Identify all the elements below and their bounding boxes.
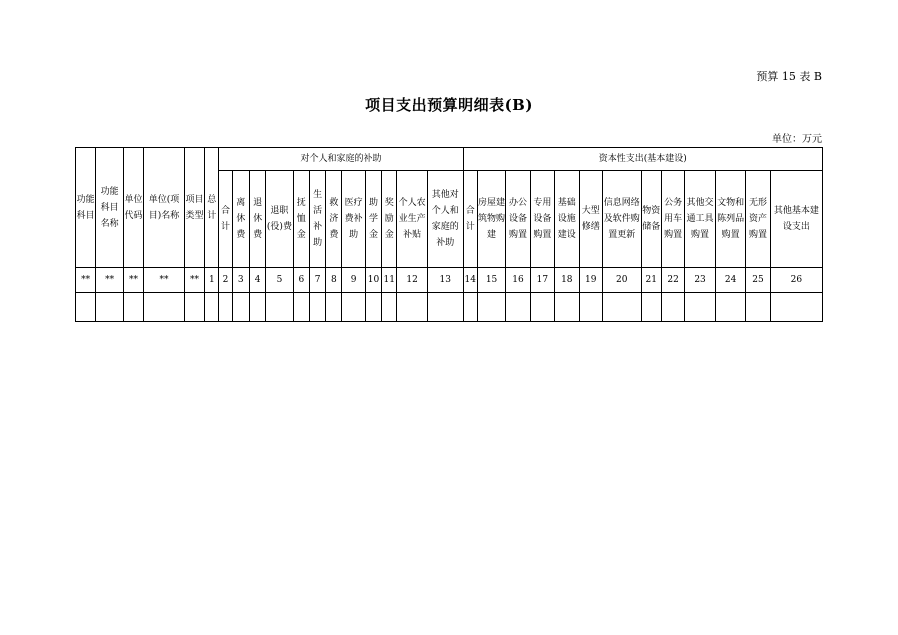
- number-cell: 6: [293, 268, 309, 293]
- empty-cell: [342, 293, 365, 322]
- group-header-capital-expenditure: 资本性支出(基本建设): [463, 148, 822, 171]
- empty-cell: [397, 293, 428, 322]
- header-g1-col: 助学金: [365, 171, 381, 268]
- unit-label: 单位：万元: [772, 134, 822, 145]
- empty-cell: [602, 293, 641, 322]
- number-cell: 24: [715, 268, 746, 293]
- number-cell: 20: [602, 268, 641, 293]
- number-cell: 13: [427, 268, 463, 293]
- empty-cell: [641, 293, 661, 322]
- header-g1-col: 退休费: [249, 171, 265, 268]
- header-func-subject: 功能科目: [76, 148, 96, 268]
- budget-table: [75, 147, 823, 322]
- header-g2-col: 无形资产购置: [746, 171, 770, 268]
- header-g2-col: 基础设施建设: [555, 171, 579, 268]
- empty-cell: [249, 293, 265, 322]
- number-cell: 11: [382, 268, 397, 293]
- number-cell: **: [184, 268, 204, 293]
- empty-cell: [293, 293, 309, 322]
- number-cell: 21: [641, 268, 661, 293]
- column-number-row: [76, 268, 823, 293]
- number-cell: 4: [249, 268, 265, 293]
- header-g2-col: 其他交通工具购置: [685, 171, 716, 268]
- header-g1-col: 救济费: [326, 171, 342, 268]
- header-unit-code: 单位代码: [123, 148, 143, 268]
- header-unit-project-name: 单位(项目)名称: [144, 148, 185, 268]
- empty-cell: [76, 293, 96, 322]
- header-g1-col: 合计: [219, 171, 232, 268]
- header-g2-col: 公务用车购置: [661, 171, 684, 268]
- empty-cell: [770, 293, 822, 322]
- empty-cell: [365, 293, 381, 322]
- group-header-row: [76, 148, 823, 171]
- number-cell: 2: [219, 268, 232, 293]
- empty-cell: [184, 293, 204, 322]
- empty-cell: [463, 293, 477, 322]
- empty-cell: [205, 293, 219, 322]
- header-g2-col: 合计: [463, 171, 477, 268]
- empty-cell: [382, 293, 397, 322]
- number-cell: 15: [477, 268, 505, 293]
- number-cell: 25: [746, 268, 770, 293]
- number-cell: 5: [266, 268, 293, 293]
- header-g1-col: 退职(役)费: [266, 171, 293, 268]
- header-g2-col: 办公设备购置: [506, 171, 530, 268]
- empty-cell: [123, 293, 143, 322]
- number-cell: 26: [770, 268, 822, 293]
- empty-cell: [506, 293, 530, 322]
- header-g2-col: 信息网络及软件购置更新: [602, 171, 641, 268]
- empty-cell: [144, 293, 185, 322]
- number-cell: 12: [397, 268, 428, 293]
- number-cell: 22: [661, 268, 684, 293]
- number-cell: 9: [342, 268, 365, 293]
- empty-cell: [309, 293, 325, 322]
- number-cell: **: [144, 268, 185, 293]
- header-g1-col: 生活补助: [309, 171, 325, 268]
- header-func-subject-name: 功能科目名称: [96, 148, 123, 268]
- page-title: 项目支出预算明细表(B): [365, 96, 533, 114]
- empty-data-row: [76, 293, 823, 322]
- empty-cell: [96, 293, 123, 322]
- form-code: 预算 15 表 B: [756, 70, 822, 83]
- header-g2-col: 专用设备购置: [530, 171, 554, 268]
- number-cell: 19: [579, 268, 602, 293]
- empty-cell: [715, 293, 746, 322]
- header-g1-col: 抚恤金: [293, 171, 309, 268]
- empty-cell: [579, 293, 602, 322]
- header-g2-col: 其他基本建设支出: [770, 171, 822, 268]
- header-grand-total: 总计: [205, 148, 219, 268]
- number-cell: **: [76, 268, 96, 293]
- empty-cell: [746, 293, 770, 322]
- empty-cell: [555, 293, 579, 322]
- empty-cell: [477, 293, 505, 322]
- number-cell: **: [123, 268, 143, 293]
- empty-cell: [661, 293, 684, 322]
- header-g1-col: 奖励金: [382, 171, 397, 268]
- empty-cell: [232, 293, 249, 322]
- header-g2-col: 大型修缮: [579, 171, 602, 268]
- number-cell: 14: [463, 268, 477, 293]
- header-g1-col: 个人农业生产补贴: [397, 171, 428, 268]
- header-g2-col: 物资储备: [641, 171, 661, 268]
- number-cell: 7: [309, 268, 325, 293]
- empty-cell: [326, 293, 342, 322]
- empty-cell: [219, 293, 232, 322]
- number-cell: 3: [232, 268, 249, 293]
- empty-cell: [530, 293, 554, 322]
- empty-cell: [427, 293, 463, 322]
- group-header-personal-subsidy: 对个人和家庭的补助: [219, 148, 463, 171]
- number-cell: 16: [506, 268, 530, 293]
- number-cell: 23: [685, 268, 716, 293]
- header-project-type: 项目类型: [184, 148, 204, 268]
- number-cell: 8: [326, 268, 342, 293]
- header-g2-col: 文物和陈列品购置: [715, 171, 746, 268]
- header-g1-col: 其他对个人和家庭的补助: [427, 171, 463, 268]
- empty-cell: [266, 293, 293, 322]
- header-g2-col: 房屋建筑物购建: [477, 171, 505, 268]
- number-cell: **: [96, 268, 123, 293]
- header-g1-col: 医疗费补助: [342, 171, 365, 268]
- empty-cell: [685, 293, 716, 322]
- header-g1-col: 离休费: [232, 171, 249, 268]
- number-cell: 10: [365, 268, 381, 293]
- number-cell: 18: [555, 268, 579, 293]
- number-cell: 1: [205, 268, 219, 293]
- number-cell: 17: [530, 268, 554, 293]
